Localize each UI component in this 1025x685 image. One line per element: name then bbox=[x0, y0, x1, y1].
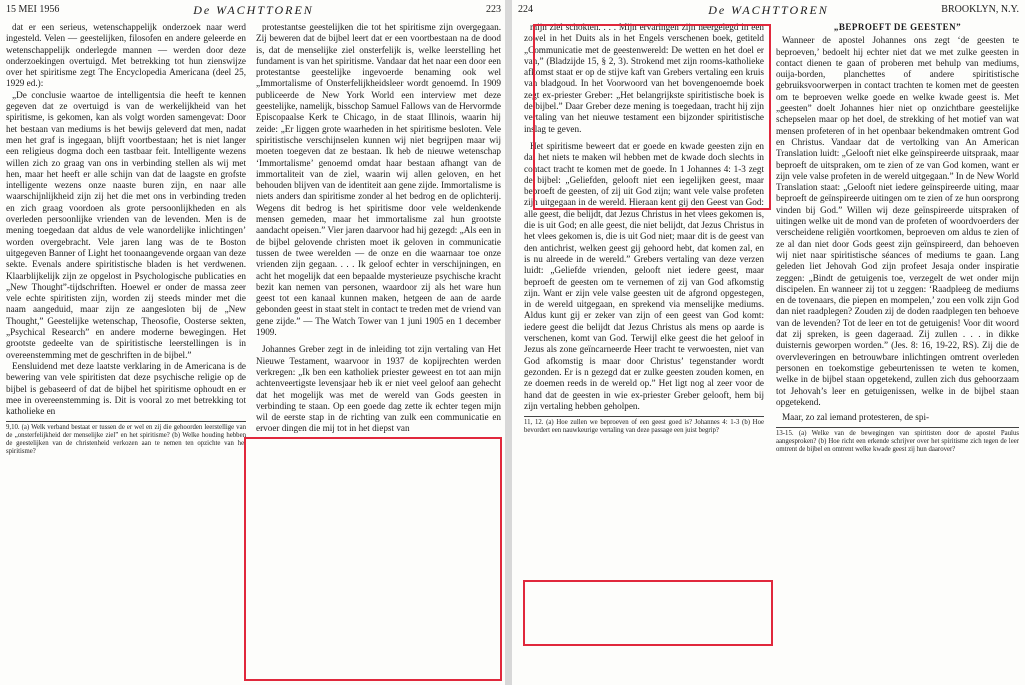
page-number: 223 bbox=[486, 4, 501, 15]
issue-date: 15 MEI 1956 bbox=[6, 4, 60, 15]
paragraph: „De conclusie waartoe de intelligentsia die heeft te kennen gegeven dat ze overtuigd is van de werkelijkheid van het spiritisme, is gekomen, kan als volgt worden samengevat: Door het bestaan van mediums is het bewijs geleverd dat men, nadat men het graf is ingegaan, blijft voortbestaan; het is niet langer een religieus dogma doch een tastbaar feit. Intelligente wezens willen zich zo graag van ons in verbinding stellen als wij met hen, maar het heeft er alle schijn van dat de laagste en grofste intelligente wezens onze naaste buren zijn, en naar alle waarschijnlijkheid zijn zij het die met ons in verbinding treden en zich graag voordoen als grote persoonlijkheden en als overleden persoonlijke vrienden van de levenden. Men is de mening toegedaan dat aldus de vele wanordelijke inlichtingen’ worden overgebracht. Vele jaren lang was de te Boston uitgegeven Banner of Light het toonaangevende orgaan van deze sekte. Evenals andere spiritistische bladen is het verdwenen. Klaarblijkelijk zijn ze opgelost in Psychologische publicaties en „New Thought”-tijdschriften. Hoewel er onder de massa zeer vele echte spiritisten zijn, worden zij steeds minder met die naam aangeduid, maar zijn ze aangesloten bij de „New Thought,” Geestelijke wetenschap, Theosofie, Oosterse sekten, „Psychical Research” en andere moderne bewegingen. Het grootste gedeelte van de spiritistische leerstellingen is in overeenstemming met de geschriften in de bijbel.” bbox=[6, 89, 246, 360]
left-page-header bbox=[6, 2, 501, 18]
paragraph: dat er een serieus, wetenschappelijk onderzoek naar werd ingesteld. Velen — geestelijken, filosofen en andere geleerde en wetenschappelijk onderlegde mannen — werden door deze onderzoekingen overtuigd. Met betrekking tot hun zienswijze over het spiritisme zegt The Encyclopedia Americana (deel 25, 1929 ed.): bbox=[6, 22, 246, 89]
paragraph: Johannes Greber zegt in de inleiding tot zijn vertaling van Het Nieuwe Testament, waarvoor in 1937 de kopijrechten werden verkregen: „Ik ben een katholiek priester geweest en tot aan mijn achtenveertigste levensjaar heb ik er niet veel geloof aan gehecht dat het mogelijk was met de wereld van Gods geesten in verbinding te staan. Op een goede dag zette ik echter tegen mijn wil de eerste stap in de richting van zulk een communicatie en ervoer dingen die mij tot in het diepst van bbox=[256, 344, 501, 434]
left-page-column-1 bbox=[6, 22, 246, 682]
journal-title: De WACHTTOREN bbox=[193, 3, 314, 17]
right-page-header bbox=[518, 2, 1019, 18]
left-page bbox=[0, 0, 507, 685]
footnote: 11, 12. (a) Hoe zullen we beproeven of een geest goed is? Johannes 4: 1-3 (b) Hoe bevordert een nauwkeurige vertaling van deze passage een juist begrip? bbox=[524, 416, 764, 435]
section-heading: „BEPROEFT DE GEESTEN” bbox=[833, 22, 962, 32]
left-page-column-2 bbox=[256, 22, 501, 682]
paragraph: mijn ziel schokten. . . . Mijn ervaringen zijn neergelegd in een zowel in het Duits als in het Engels verschenen boek, getiteld „Communicatie met de geestenwereld: De wetten en het doel er van,” (Bladzijde 15, § 2, 3). Strokend met zijn rooms-katholieke afkomst staat er op de stijve kaft van Grebers vertaling een kruis van bladgoud. In het Voorwoord van het bovengenoemde boek zegt ex-priester Greber: „Het belangrijkste spiritistische boek is de bijbel.” Daar Greber deze mening is toegedaan, tracht hij zijn vertaling van het nieuwe testament een bijzonder spiritistische inslag te geven. bbox=[524, 22, 764, 134]
right-page-column-2 bbox=[776, 22, 1019, 682]
paragraph: Eensluidend met deze laatste verklaring in de Americana is de bewering van vele spiritisten dat deze psychische religie op de bijbel is gebaseerd of dat de bijbel het spiritisme ophoudt en er mee in overeenstemming is. Dit is vooral zo met betrekking tot katholieke en bbox=[6, 360, 246, 417]
right-page-column-1 bbox=[524, 22, 764, 682]
paragraph: Maar, zo zal iemand protesteren, de spi- bbox=[782, 412, 930, 423]
footnote: 9,10. (a) Welk verband bestaat er tussen de er wel en zij die gehoorden leerstellige van de „onsterfelijkheid der menselijke ziel” en het spiritisme? (b) Welke houding hebben de geestelijken van de christenheid verkozen aan te nemen ten opzichte van het spiritisme? bbox=[6, 421, 246, 456]
journal-title: De WACHTTOREN bbox=[708, 3, 829, 17]
footnote: 13-15. (a) Welke van de bewegingen van spiritisten door de apostel Paulus aangesproken? (b) Hoe richt een erkende schrijver over het spiritisme zich tegen de leer omtrent de bijbel en omtrent welke kwade geest zij hun daarover? bbox=[776, 427, 1019, 454]
right-page bbox=[512, 0, 1025, 685]
publication-location: BROOKLYN, N.Y. bbox=[941, 4, 1019, 15]
page-number: 224 bbox=[518, 4, 533, 15]
paragraph: Het spiritisme beweert dat er goede en kwade geesten zijn en dat het niets te maken wil hebben met de kwade doch slechts in contact tracht te komen met de goede. In 1 Johannes 4: 1-3 zegt de bijbel: „Geliefden, gelooft niet een iegelijken geest, maar beproeft de geesten, of zij uit God zijn; want vele valse profeten zijn uitgegaan in de wereld. Hieraan kent gij den Geest van God: alle geest, die belijdt, dat Jezus Christus in het vlees gekomen is, die is uit God; en alle geest, die niet belijdt, dat Jezus Christus in het vlees gekomen is, die is uit God niet; maar dit is de geest van den antichrist, welken geest gij gehoord hebt, dat komen zal, en is nu alreede in de wereld.” Grebers vertaling van deze verzen luidt: „Geliefde vrienden, gelooft niet iedere geest, maar beproeft de geesten om te vernemen of zij van God afkomstig zijn. Want er zijn vele valse geesten uit de afgrond opgestegen, in de wereld uitgegaan, en sprekend via menselijke mediums. Aldus kunt gij er zeker van zijn of een geest van God komt: iedere geest die belijdt dat Jezus Christus als mens op aarde is verschenen, komt van God. Terwijl elke geest die het geloof in Jezus als zone geïncarneerde Heer tracht te verwoesten, niet van God afkomstig is maar door Christus’ tegenstander wordt gezonden. Er is n gezegd dat er zulke geesten zouden komen, en ze doemen reeds in de wereld op.” Het ligt nog al zeer voor de hand dat de geesten in wie ex-priester Greber gelooft, hem bij zijn vertaling hebben geholpen. bbox=[524, 140, 764, 411]
paragraph: protestantse geestelijken die tot het spiritisme zijn overgegaan. Zij beweren dat de bijbel leert dat er een voortbestaan na de dood is, dat de menselijke ziel onsterfelijk is, welke leerstelling het fundament is van het spiritisme. Vandaar dat het naar een door een protestantse geestelijke ingevoerde benaming ook wel „Immortalisme of Onsterfelijkheidsleer wordt genoemd. In 1909 publiceerde de New York World een interview met deze geestelijke, namelijk, bisschop Samuel Fallows van de Hervormde Episcopaalse Kerk te Chicago, in de staat Illinois, waarin hij zeide: „Er liggen grote waarheden in het spiritisme besloten. Vele spiritistische verschijnselen kunnen wij niet begrijpen maar wij moeten toegeven dat ze bestaan. Ik heb de nieuwe wetenschap ‘Immortalisme’ genoemd omdat haar bestaan afhangt van de immortaliteit van de ziel, waarin wij allen geloven, en het behouden blijven van de identiteit aan gene zijde. Immortalisme is niets anders dan spiritisme zonder al het bedrog en de oplichterij. Wegens dit bedrog is het spiritisme door vele weldenkende mensen gemeden, maar het immortalisme zal hun grootste aandacht opeisen.” Vier jaren daarvoor had hij gezegd: „Als een in de bijbel gelovende christen moet ik geloven in communicatie tussen de twee werelden — de onze en die waarnaar toe onze vrienden zijn gegaan. . . . Ik geloof echter in verschijningen, en acht het mogelijk dat een bepaalde mysterieuze psychische kracht bezit kan nemen van personen, waardoor zij als het ware hun geest tot een kanaal kunnen maken, hetgeen de aan de aarde gebonden geest in staat stelt in contact te treden met de vriend van gene zijde.” — The Watch Tower van 1 juni 1905 en 1 december 1909. bbox=[256, 22, 501, 338]
paragraph: Wanneer de apostel Johannes ons zegt ‘de geesten te beproeven,’ bedoelt hij echter niet dat we met zulke geesten in contact dienen te gaan of proberen met behulp van mediums, ouija-borden, planchettes of andere spiritistische gebruiksvoorwerpen in contact trachten te komen met de geesten om te beproeven welke goede en welke kwade geest is. Met „geesten” doelt Johannes hier niet op onzichtbare geestelijke schepselen maar op het doel, de strekking of het motief van wat mensen profeteren of in het openbaar bekendmaken omtrent God en Christus. Vandaar dat de vertolking van An American Translation luidt: „Gelooft niet elke geïnspireerde uitspraak, maar beproeft de uitspraken, om te zien of ze van God komen, want er zijn vele valse profeten in de wereld uitgegaan.” In de New World Translation staat: „Gelooft niet iedere geïnspireerde uiting, maar beproeft de geïnspireerde uitingen om te zien of ze hun oorsprong vinden bij God.” Willen wij deze geïnspireerde uitspraken of uitingen welke uit de mond van de profeten of woordvoerders der verscheidene religiën voortkomen, beproeven om aldus te zien of ze al dan niet door Gods geest zijn geïnspireerd, dan behoeven wij niet naar spiritistische séances of mediums te gaan. Lang geleden liet Jehovah God zijn profeet Jesaja onder inspiratie zeggen: „Bindt de getuigenis toe, verzegelt de wet onder mijn discipelen. En wanneer zij tot u zeggen: ‘Raadpleeg de mediums en de tovenaars, die piepen en mompelen,’ zou een volk zijn God dan niet raadplegen? Zouden zij de doden raadplegen ten behoeve van de levenden? Tot de leer en tot de getuigenis! Voor dit woord dat zij spreken, is geen dageraad. Zij zullen . . . in dikke duisternis geworpen worden.” (Jes. 8: 16, 19-22, RS). Zij die de overvleveringen en betrouwbare inlichtingen omtrent overleden personen en toekomstige gebeurtenissen te weten te komen, welke in de bijbel staan opgetekend, zullen zich dus gehoorzaam tot Jehovah’s leer en getuigenissen, welke in de bijbel staan opgetekend. bbox=[776, 35, 1019, 407]
